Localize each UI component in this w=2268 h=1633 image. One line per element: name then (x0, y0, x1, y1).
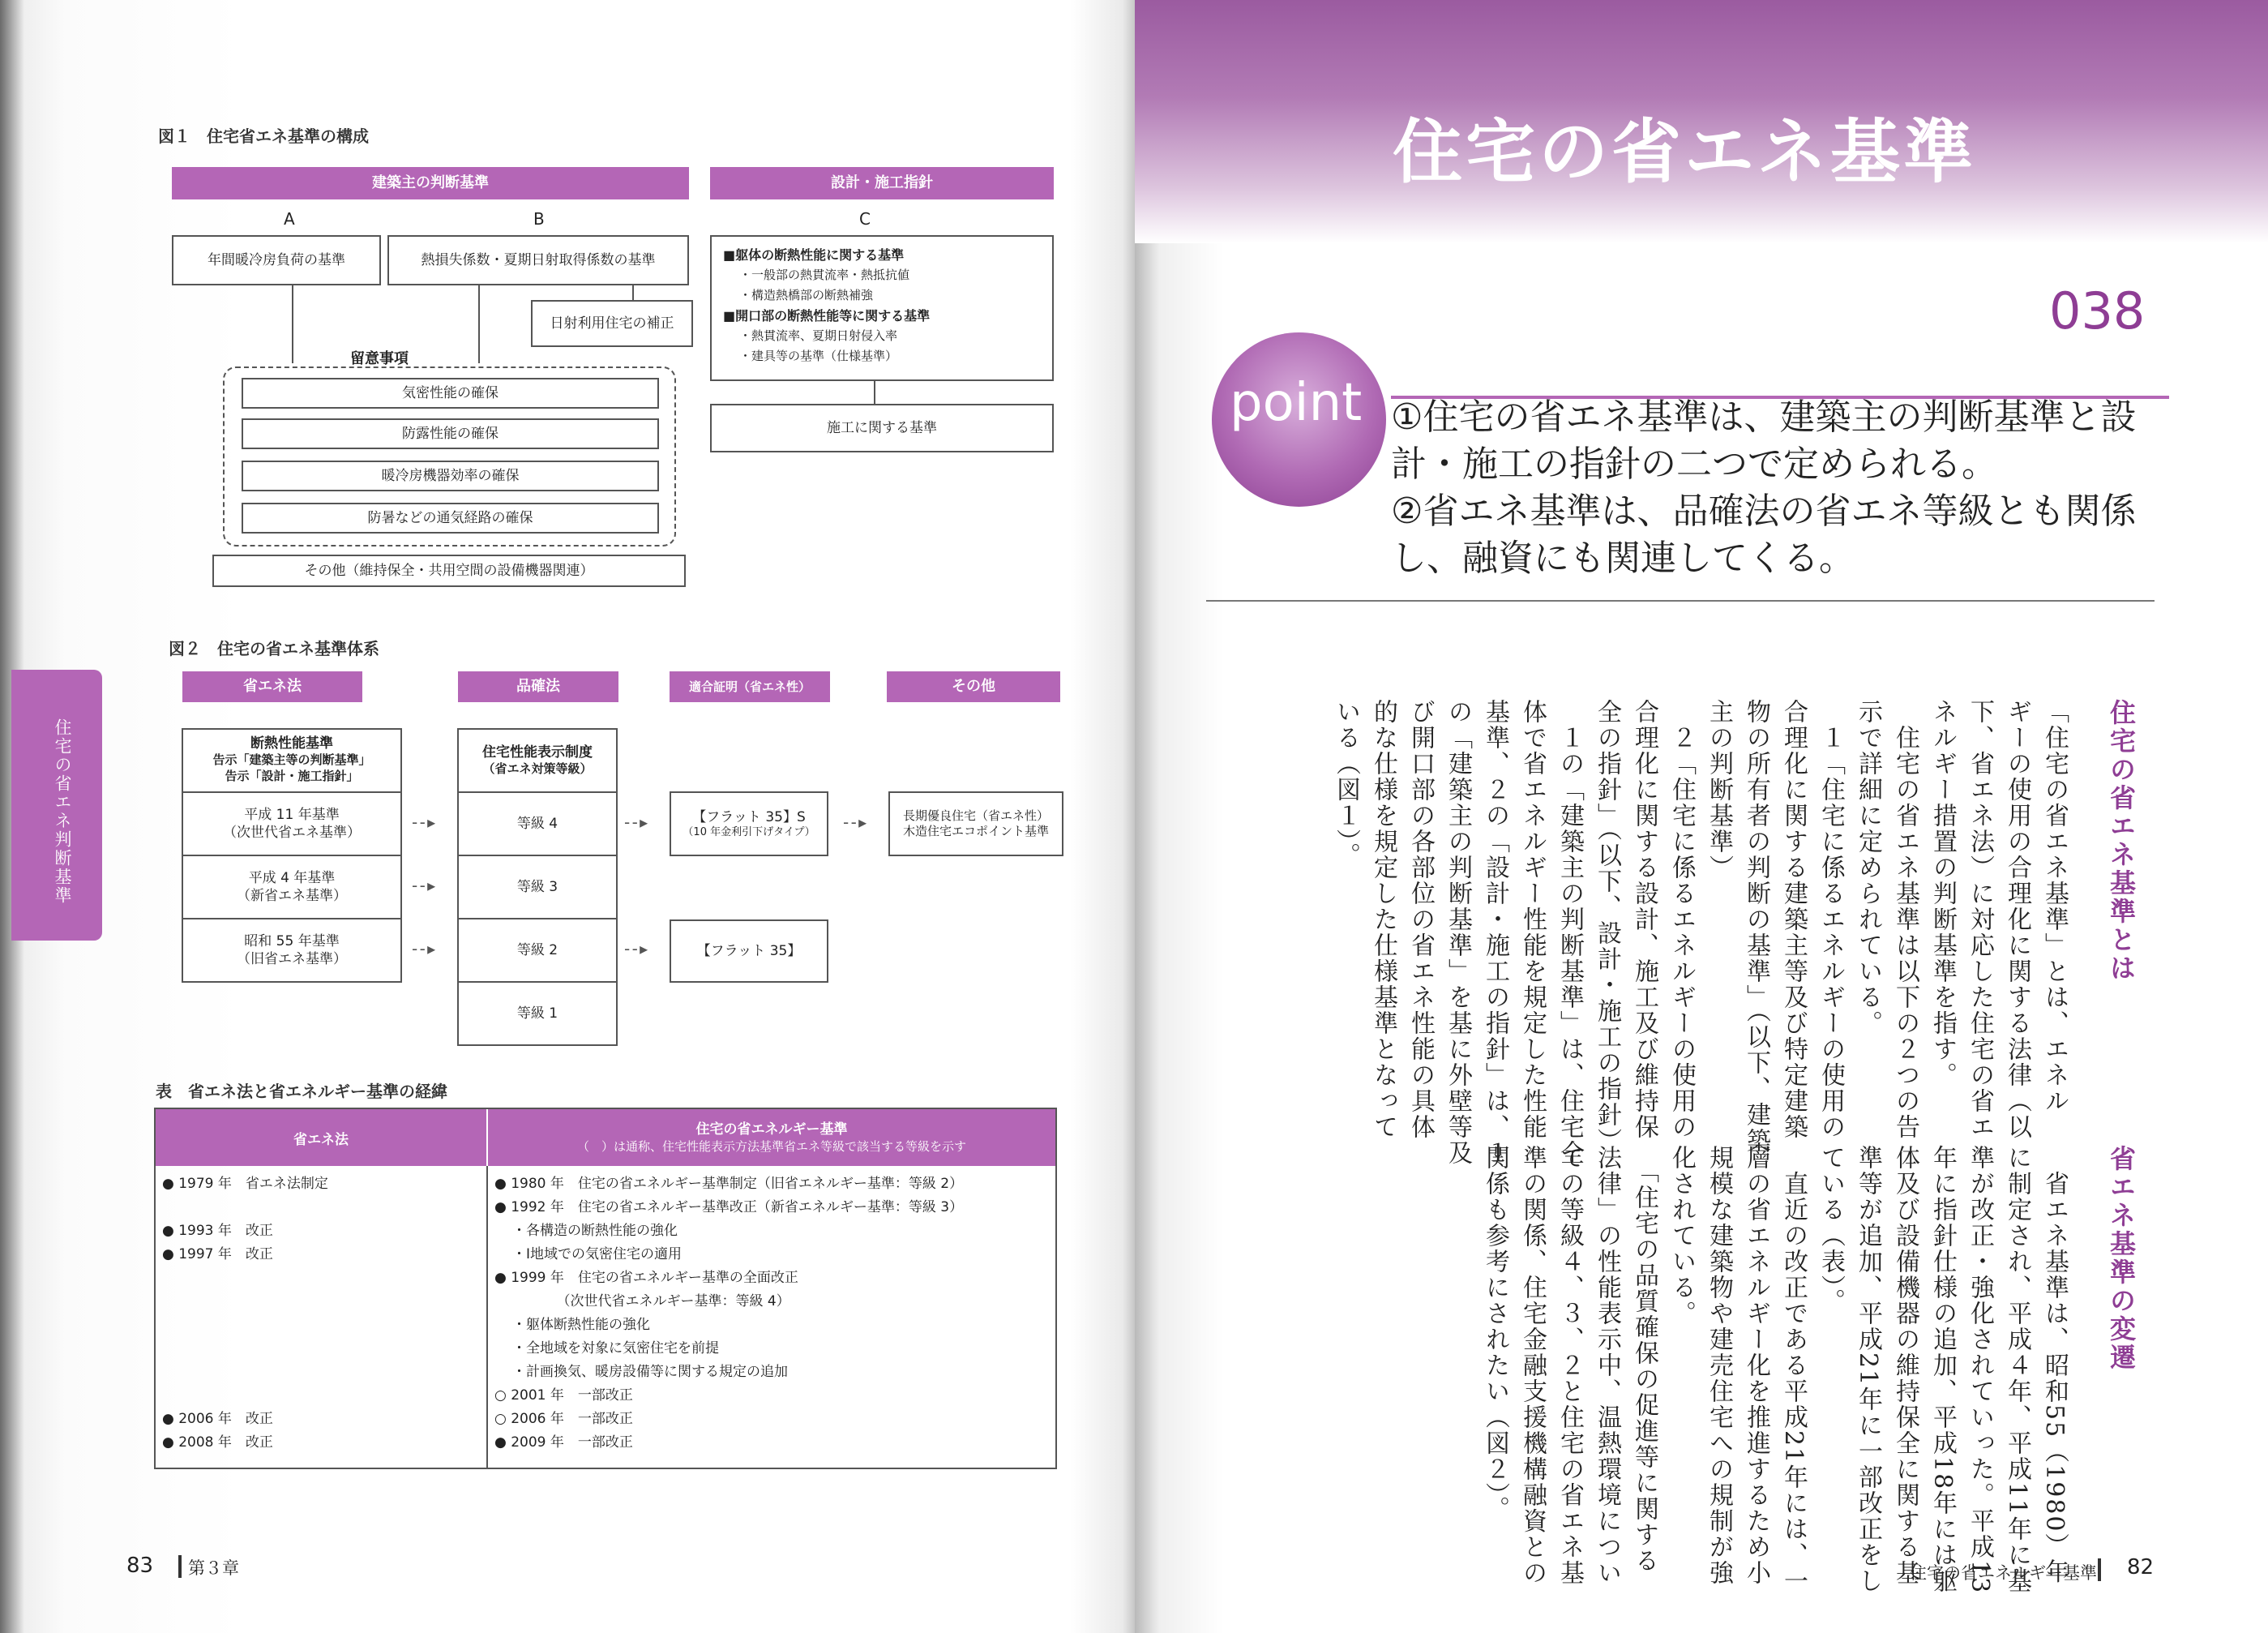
grade-2: 等級 2 (457, 918, 618, 983)
text-column: 年に指針仕様の追加、平成18年には躯 (1928, 1145, 1957, 1595)
col-a-label: A (284, 209, 295, 229)
std-line: （次世代省エネ基準） (223, 825, 361, 841)
note-ventilation: 防暑などの通気経路の確保 (242, 503, 659, 534)
law-history-item: ● 1979 年 省エネ法制定 (162, 1176, 328, 1192)
header-energy-law: 省エネ法 (182, 671, 362, 702)
table-col-law (156, 1166, 488, 1468)
insulation-title: 断熱性能基準 (250, 735, 333, 752)
table-header (156, 1109, 1055, 1166)
box-solar-correction: 日射利用住宅の補正 (531, 300, 693, 347)
text-column: 「住宅の省エネ基準」とは、エネル (2040, 699, 2069, 1114)
section1-heading: 住宅の省エネ基準とは (2106, 699, 2137, 983)
text-column: 主の判断基準） (1705, 699, 1733, 881)
insulation-line: 告示「建築主等の判断基準」 (212, 752, 371, 768)
std-h11 (182, 791, 402, 856)
text-column: 下、省エネ法）に対応した住宅の省エ (1966, 699, 1994, 1140)
page-title: 住宅の省エネ基準 (1393, 112, 1976, 193)
box-other: その他（維持保全・共用空間の設備機器関連） (212, 555, 686, 587)
std-line: （旧省エネ基準） (237, 951, 347, 967)
arrow-icon: - - ▸ (624, 939, 647, 958)
judgement-bar: 建築主の判断基準 (172, 167, 689, 199)
standard-history-item: ● 2009 年 一部改正 (494, 1434, 633, 1451)
c-line: ・建具等の基準（仕様基準） (739, 349, 898, 363)
c-line: ・構造熱橋部の断熱補強 (739, 288, 874, 302)
text-column: 化されている。 (1667, 1145, 1696, 1327)
other-line: 長期優良住宅（省エネ性） (902, 808, 1049, 823)
c-line: ■開口部の断熱性能等に関する基準 (723, 308, 931, 324)
arrow-icon: - - ▸ (412, 876, 434, 895)
text-column: 「住宅の品質確保の促進等に関する (1630, 1145, 1658, 1574)
std-s55 (182, 918, 402, 983)
text-column: の「建築主の判断基準」を基に外壁等及 (1444, 699, 1472, 1166)
point-line: 計・施工の指針の二つで定められる。 (1391, 444, 1997, 485)
standard-history-item: ● 1992 年 住宅の省エネルギー基準改正（新省エネルギー基準：等級 3） (494, 1199, 964, 1215)
box-c-criteria (710, 235, 1054, 381)
section-number-box (2026, 264, 2268, 361)
flat35s-box (670, 791, 828, 856)
std-line: 昭和 55 年基準 (244, 932, 340, 949)
standard-history-item: ・各構造の断熱性能の強化 (512, 1223, 678, 1239)
footer-title: 住宅の省エネルギー基準 (1910, 1563, 2097, 1583)
header-line: 住宅の省エネルギー基準 (695, 1121, 848, 1138)
insulation-line: 告示「設計・施工指針」 (225, 768, 359, 783)
c-line: ・熱貫流率、夏期日射侵入率 (739, 328, 898, 343)
text-column: 合理化に関する建築主等及び特定建築 (1779, 699, 1808, 1140)
text-column: 体及び設備機器の維持保全に関する基 (1891, 1145, 1919, 1586)
header-line: （ ）は通称、住宅性能表示方法基準省エネ等級で該当する等級を示す (576, 1139, 966, 1154)
standard-history-item: （次世代省エネルギー基準：等級 4） (494, 1293, 790, 1309)
text-column: 直近の改正である平成21年には、一 (1779, 1145, 1808, 1595)
text-column: 全の指針」（以下、設計・施工の指針） (1593, 699, 1621, 1154)
text-column: １の「建築主の判断基準」は、住宅全 (1556, 699, 1584, 1166)
standard-history-item: ● 1999 年 住宅の省エネルギー基準の全面改正 (494, 1270, 798, 1286)
law-history-item: ● 1997 年 改正 (162, 1246, 273, 1262)
chapter-label: 第３章 (188, 1558, 239, 1578)
arrow-icon: - - ▸ (843, 812, 866, 832)
figure2-title: 図２ 住宅の省エネ基準体系 (169, 639, 379, 658)
grade-4: 等級 4 (457, 791, 618, 856)
text-column: ネルギー措置の判断基準を指す。 (1928, 699, 1957, 1088)
table-body (156, 1166, 1055, 1468)
note-airtight: 気密性能の確保 (242, 378, 659, 409)
standard-history-item: ○ 2001 年 一部改正 (494, 1387, 633, 1404)
point-line: し、融資にも関連してくる。 (1391, 538, 1855, 579)
text-column: ２「住宅に係るエネルギーの使用の (1667, 699, 1696, 1140)
text-column: 準が改正・強化されていった。平成13 (1966, 1145, 1994, 1595)
text-column: 準の関係、住宅金融支援機構融資との (1518, 1145, 1547, 1586)
col-c-label: C (859, 209, 871, 229)
law-history-item: ● 2008 年 改正 (162, 1434, 273, 1451)
standard-history-item: ・躯体断熱性能の強化 (512, 1317, 650, 1333)
text-column: 基準、２の「設計・施工の指針」は、１ (1481, 699, 1509, 1166)
hinkaku-line: （省エネ対策等級） (482, 761, 593, 777)
standard-history-item: ・Ⅰ地域での気密住宅の適用 (512, 1246, 683, 1262)
table-header-law: 省エネ法 (156, 1109, 488, 1166)
point-text (1391, 394, 2136, 582)
standard-history-item: ○ 2006 年 一部改正 (494, 1411, 633, 1427)
std-h4 (182, 855, 402, 919)
c-line: ■躯体の断熱性能に関する基準 (723, 247, 905, 263)
text-column: 関係も参考にされたい（図２）。 (1481, 1145, 1509, 1522)
header-certificate: 適合証明（省エネ性） (670, 671, 830, 702)
point-label: point (1230, 373, 1363, 433)
text-column: 準等が追加、平成21年に一部改正をし (1854, 1145, 1882, 1595)
page-number-right: 82 (2127, 1555, 2155, 1579)
text-column: に制定され、平成４年、平成11年に基 (2003, 1145, 2031, 1595)
section-number: 038 (2049, 281, 2146, 341)
grade-1: 等級 1 (457, 981, 618, 1046)
text-column: 示で詳細に定められている。 (1854, 699, 1882, 1036)
std-line: 平成 4 年基準 (248, 869, 336, 886)
standard-history-item: ・計画換気、暖房設備等に関する規定の追加 (512, 1364, 788, 1380)
hinkaku-line: 住宅性能表示制度 (482, 744, 593, 761)
text-column: １「住宅に係るエネルギーの使用の (1817, 699, 1845, 1140)
point-divider (1206, 600, 2155, 602)
box-heat-loss: 熱損失係数・夏期日射取得係数の基準 (387, 235, 689, 285)
text-column: 規模な建築物や建売住宅への規制が強 (1705, 1145, 1733, 1586)
text-column: 省エネ基準は、昭和55（1980）年 (2040, 1145, 2069, 1585)
box-construction: 施工に関する基準 (710, 404, 1054, 452)
text-column: いる（図１）。 (1332, 699, 1360, 868)
arrow-icon: - - ▸ (412, 939, 434, 958)
insulation-standard-box (182, 728, 402, 793)
note-equipment: 暖冷房機器効率の確保 (242, 461, 659, 491)
standard-history-item: ● 1980 年 住宅の省エネルギー基準制定（旧省エネルギー基準：等級 2） (494, 1176, 964, 1192)
text-column: 層の省エネルギー化を推進するため小 (1742, 1145, 1770, 1586)
history-table (154, 1108, 1057, 1469)
law-history-item: ● 2006 年 改正 (162, 1411, 273, 1427)
notes-label: 留意事項 (350, 350, 409, 367)
point-line: ①住宅の省エネ基準は、建築主の判断基準と設 (1391, 396, 2137, 438)
arrow-icon: - - ▸ (412, 812, 434, 832)
box-annual-load: 年間暖冷房負荷の基準 (172, 235, 381, 285)
text-column: ギーの使用の合理化に関する法律（以 (2003, 699, 2031, 1140)
flat35s-line: 【フラット 35】S (692, 808, 806, 825)
standard-history-item: ・全地域を対象に気密住宅を前提 (512, 1340, 719, 1357)
table-header-standard (488, 1109, 1055, 1166)
text-column: 法律」の性能表示中、温熱環境につい (1593, 1145, 1621, 1586)
grade-3: 等級 3 (457, 855, 618, 919)
text-column: ての等級４、３、２と住宅の省エネ基 (1556, 1145, 1584, 1586)
text-column: 体で省エネルギー性能を規定した性能 (1518, 699, 1547, 1140)
design-bar: 設計・施工指針 (710, 167, 1054, 199)
performance-system-box (457, 728, 618, 793)
header-other: その他 (887, 671, 1060, 702)
arrow-icon: - - ▸ (624, 812, 647, 832)
text-column: 住宅の省エネ基準は以下の２つの告 (1891, 699, 1919, 1140)
col-b-label: B (533, 209, 545, 229)
section2-heading: 省エネ基準の変遷 (2106, 1145, 2137, 1372)
point-badge (1212, 332, 1386, 507)
text-column: び開口部の各部位の省エネ性能の具体 (1406, 699, 1435, 1140)
table-title: 表 省エネ法と省エネルギー基準の経緯 (156, 1082, 447, 1101)
figure1-title: 図１ 住宅省エネ基準の構成 (158, 126, 369, 146)
page-number-left: 83 (126, 1554, 154, 1578)
point-line: ②省エネ基準は、品確法の省エネ等級とも関係 (1391, 491, 2137, 532)
table-col-standard (488, 1166, 1055, 1468)
chapter-side-tab (11, 670, 102, 941)
text-column: 合理化に関する設計、施工及び維持保 (1630, 699, 1658, 1140)
std-line: 平成 11 年基準 (244, 806, 340, 823)
c-line: ・一般部の熱貫流率・熱抵抗値 (739, 268, 910, 282)
long-life-box (888, 791, 1063, 856)
note-condensation: 防露性能の確保 (242, 418, 659, 449)
law-history-item: ● 1993 年 改正 (162, 1223, 273, 1239)
text-column: 物の所有者の判断の基準」（以下、建築 (1742, 699, 1770, 1154)
text-column: ている（表）。 (1817, 1145, 1845, 1314)
header-hinkaku: 品確法 (458, 671, 618, 702)
other-line: 木造住宅エコポイント基準 (902, 824, 1049, 838)
flat35-box: 【フラット 35】 (670, 919, 828, 983)
text-column: 的な仕様を規定した仕様基準となって (1369, 699, 1397, 1140)
std-line: （新省エネ基準） (237, 888, 347, 904)
side-tab-label: 住宅の省エネ判断基準 (53, 718, 72, 905)
flat35s-line: （10 年金利引下げタイプ） (683, 825, 815, 838)
